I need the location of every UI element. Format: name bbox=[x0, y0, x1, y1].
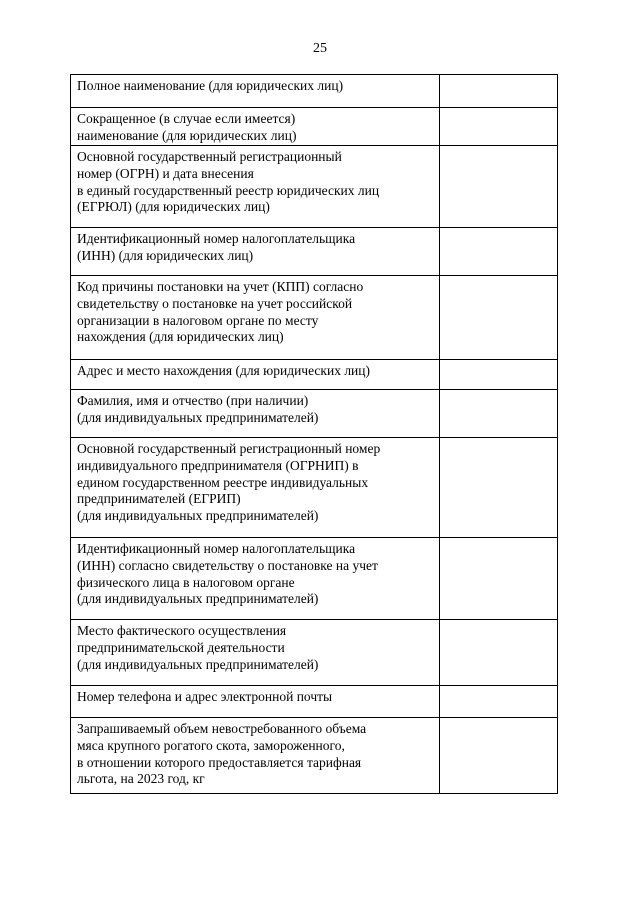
table-row-ip-full-name bbox=[71, 390, 558, 438]
table-row-requested-volume bbox=[71, 718, 558, 794]
row-value-requested-volume[interactable] bbox=[440, 718, 558, 794]
row-value-ogrnip[interactable] bbox=[440, 438, 558, 538]
row-label-ogrnip: Основной государственный регистрационный номер индивидуального предпринимателя (ОГРНИП) в едином государственном реестре индивидуальных предпринимателей (ЕГРИП) (для индивидуальных предпринимателей) bbox=[71, 438, 440, 538]
row-label-requested-volume: Запрашиваемый объем невостребованного объема мяса крупного рогатого скота, замороженного, в отношении которого предоставляется тарифная льгота, на 2023 год, кг bbox=[71, 718, 440, 794]
table-row-inn-legal bbox=[71, 228, 558, 276]
row-label-ogrn: Основной государственный регистрационный номер (ОГРН) и дата внесения в единый государственный реестр юридических лиц (ЕГРЮЛ) (для юридических лиц) bbox=[71, 146, 440, 228]
row-label-address: Адрес и место нахождения (для юридических лиц) bbox=[71, 360, 440, 390]
row-label-full-name: Полное наименование (для юридических лиц) bbox=[71, 75, 440, 108]
table-row-short-name bbox=[71, 108, 558, 146]
row-label-business-location: Место фактического осуществления предпринимательской деятельности (для индивидуальных предпринимателей) bbox=[71, 620, 440, 686]
row-value-ip-full-name[interactable] bbox=[440, 390, 558, 438]
table-row-business-location bbox=[71, 620, 558, 686]
page-number: 25 bbox=[313, 41, 327, 56]
table-row-kpp bbox=[71, 276, 558, 360]
applicant-info-table bbox=[70, 74, 558, 794]
row-label-contacts: Номер телефона и адрес электронной почты bbox=[71, 686, 440, 718]
row-label-ip-full-name: Фамилия, имя и отчество (при наличии) (для индивидуальных предпринимателей) bbox=[71, 390, 440, 438]
row-label-inn-ip: Идентификационный номер налогоплательщика (ИНН) согласно свидетельству о постановке на учет физического лица в налоговом органе (для индивидуальных предпринимателей) bbox=[71, 538, 440, 620]
row-label-inn-legal: Идентификационный номер налогоплательщика (ИНН) (для юридических лиц) bbox=[71, 228, 440, 276]
table-row-contacts bbox=[71, 686, 558, 718]
row-value-address[interactable] bbox=[440, 360, 558, 390]
row-value-full-name[interactable] bbox=[440, 75, 558, 108]
row-value-business-location[interactable] bbox=[440, 620, 558, 686]
row-value-short-name[interactable] bbox=[440, 108, 558, 146]
row-label-short-name: Сокращенное (в случае если имеется) наименование (для юридических лиц) bbox=[71, 108, 440, 146]
table-row-inn-ip bbox=[71, 538, 558, 620]
row-value-kpp[interactable] bbox=[440, 276, 558, 360]
table-row-ogrnip bbox=[71, 438, 558, 538]
table-row-ogrn bbox=[71, 146, 558, 228]
table-row-address bbox=[71, 360, 558, 390]
row-value-contacts[interactable] bbox=[440, 686, 558, 718]
row-value-ogrn[interactable] bbox=[440, 146, 558, 228]
table-row-full-name bbox=[71, 75, 558, 108]
row-value-inn-ip[interactable] bbox=[440, 538, 558, 620]
row-label-kpp: Код причины постановки на учет (КПП) согласно свидетельству о постановке на учет российской организации в налоговом органе по месту нахождения (для юридических лиц) bbox=[71, 276, 440, 360]
row-value-inn-legal[interactable] bbox=[440, 228, 558, 276]
